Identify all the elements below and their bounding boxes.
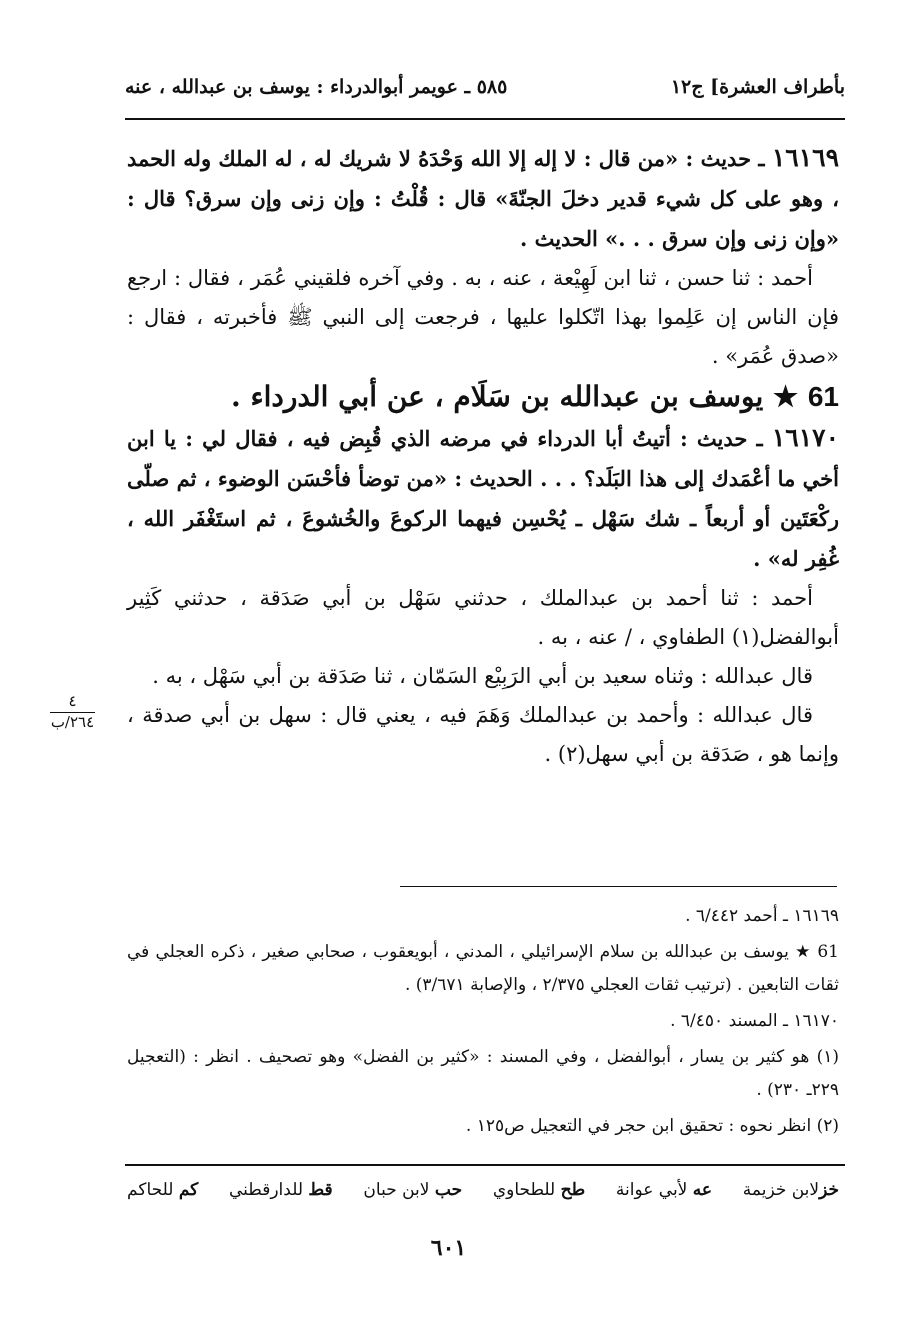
- hadith-block: [127, 418, 839, 579]
- header-book-title: بأطراف العشرة] ج١٢: [670, 76, 845, 98]
- abbreviations-rule: [125, 1164, 845, 1166]
- isnad-paragraph: أحمد : ثنا أحمد بن عبدالملك ، حدثني سَهْل بن أبي صَدَقة ، حدثني كَثِير أبوالفضل(١) الطفاوي ، / عنه ، به .: [127, 586, 839, 649]
- isnad-paragraph: أحمد : ثنا حسن ، ثنا ابن لَهِيْعة ، عنه ، به . وفي آخره فلقيني عُمَر ، فقال : ارجع فإن الناس إن عَلِموا بهذا اتّكلوا عليها ، فرجعت إلى النبي ﷺ فأخبرته ، فقال : «صدق عُمَر» .: [127, 266, 839, 368]
- header-section-title: ٥٨٥ ـ عويمر أبوالدرداء : يوسف بن عبدالله ، عنه: [125, 76, 508, 98]
- hadith-number: ١٦١٧٠: [771, 423, 839, 452]
- footnotes: [127, 900, 839, 1146]
- running-header: [125, 70, 845, 110]
- footnote: ١٦١٦٩ ـ أحمد ٦/٤٤٢ .: [685, 906, 839, 926]
- abbreviation-item: كم للحاكم: [127, 1180, 199, 1200]
- entry-number: 61: [807, 381, 839, 412]
- folio-top: ٤: [50, 692, 95, 713]
- hadith-text: ـ حديث : أتيتُ أبا الدرداء في مرضه الذي قُبِض فيه ، فقال لي : يا ابن أخي ما أعْمَدك إلى هذا البَلَد؟ . . . الحديث : «من توضأ فأحْسَن الوضوء ، ثم صلّى ركْعَتَين أو أربعاً ـ شك سَهْل ـ يُحْسِن فيهما الركوعَ والخُشوعَ ، ثم استَغْفَر الله ، غُفِر له» .: [127, 426, 839, 571]
- footnote: (١) هو كثير بن يسار ، أبوالفضل ، وفي المسند : «كثير بن الفضل» وهو تصحيف . انظر : (التعجيل ٢٢٩ـ ٢٣٠) .: [127, 1047, 839, 1100]
- abbreviation-item: طح للطحاوي: [492, 1180, 586, 1200]
- isnad-paragraph: قال عبدالله : وأحمد بن عبدالملك وَهَمَ فيه ، يعني قال : سهل بن أبي صدقة ، وإنما هو ، صَدَقة بن أبي سهل(٢) .: [127, 703, 839, 766]
- hadith-number: ١٦١٦٩: [771, 143, 839, 172]
- isnad-paragraph: قال عبدالله : وثناه سعيد بن أبي الرَبِيْع السَمّان ، ثنا صَدَقة بن أبي سَهْل ، به .: [152, 664, 813, 688]
- page-number: ٦٠١: [430, 1235, 467, 1261]
- manuscript-folio-note: [50, 692, 95, 731]
- footnote: 61 ★ يوسف بن عبدالله بن سلام الإسرائيلي ، المدني ، أبويعقوب ، صحابي صغير ، ذكره العجلي في ثقات التابعين . (ترتيب ثقات العجلي ٢/٣٧٥ ، والإصابة ٣/٦٧١) .: [127, 942, 839, 995]
- hadith-text: ـ حديث : «من قال : لا إله إلا الله وَحْدَهُ لا شريك له ، له الملك وله الحمد ، وهو على كل شيء قدير دخلَ الجنّةَ» قال : قُلْتُ : وإن زنى وإن سرق؟ قال : «وإن زنى وإن سرق . . .» الحديث .: [127, 146, 839, 251]
- abbreviation-item: خزلابن خزيمة: [742, 1180, 839, 1200]
- folio-bottom: ٢٦٤/ب: [50, 713, 95, 731]
- header-rule: [125, 118, 845, 120]
- abbreviation-item: عه لأبي عوانة: [615, 1180, 713, 1200]
- footnote: ١٦١٧٠ ـ المسند ٦/٤٥٠ .: [670, 1011, 839, 1031]
- main-text: [127, 138, 839, 774]
- footnote-rule: [400, 886, 837, 887]
- entry-text: ★ يوسف بن عبدالله بن سَلَام ، عن أبي الدرداء .: [230, 380, 808, 413]
- abbreviation-item: قط للدارقطني: [228, 1180, 333, 1200]
- abbreviation-item: حب لابن حبان: [363, 1180, 463, 1200]
- hadith-block: [127, 138, 839, 259]
- footnote: (٢) انظر نحوه : تحقيق ابن حجر في التعجيل ص١٢٥ .: [465, 1116, 839, 1136]
- abbreviation-key: [127, 1180, 839, 1200]
- narrator-entry: [127, 376, 839, 418]
